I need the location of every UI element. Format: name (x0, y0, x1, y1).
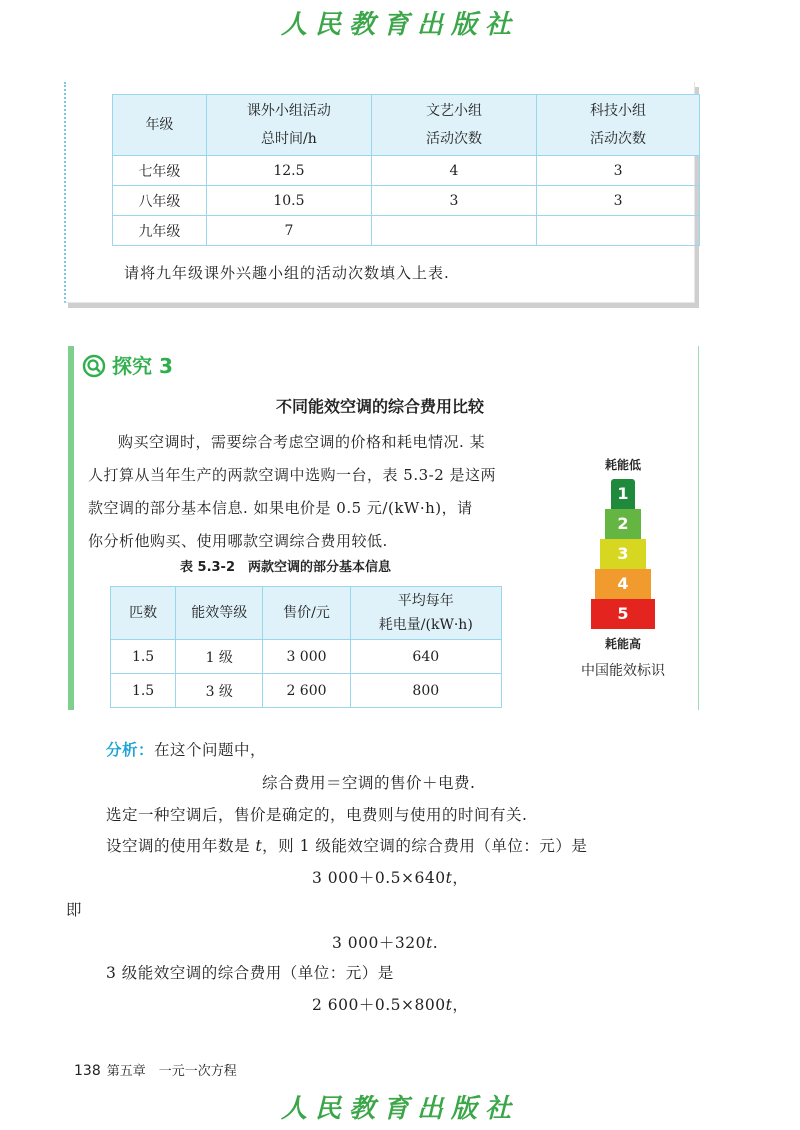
table-header-row (111, 587, 502, 640)
paragraph-line: 购买空调时，需要综合考虑空调的价格和耗电情况. 某 (118, 433, 486, 451)
header-grade: 年级 (113, 95, 207, 156)
table-row (113, 156, 700, 186)
header-tech-group: 科技小组 活动次数 (537, 95, 700, 156)
page-footer (74, 1060, 237, 1079)
analysis-line-3: 选定一种空调后，售价是确定的，电费则与使用的时间有关. (106, 806, 528, 824)
paragraph-line: 款空调的部分基本信息. 如果电价是 0.5 元/(kW·h)，请 (88, 499, 473, 517)
energy-label-caption: 中国能效标识 (581, 663, 665, 679)
table-cell: 3 (537, 186, 700, 216)
paragraph-line: 人打算从当年生产的两款空调中选购一台，表 5.3-2 是这两 (88, 466, 497, 484)
table-cell: 八年级 (113, 186, 207, 216)
analysis-formula-1: 综合费用＝空调的售价＋电费. (262, 774, 476, 792)
page-number: 138 (74, 1063, 101, 1079)
activity-table-box (64, 82, 695, 303)
energy-level-1: 1 (611, 479, 635, 509)
table-cell: 3 (537, 156, 700, 186)
table-cell: 2 600 (263, 674, 350, 708)
analysis-line-8: 3 级能效空调的综合费用（单位：元）是 (106, 964, 394, 982)
table-row (113, 216, 700, 246)
table-cell: 3 (371, 186, 536, 216)
energy-low-label: 耗能低 (604, 458, 641, 472)
header-power-use: 平均每年 耗电量/(kW·h) (350, 587, 501, 640)
table-cell: 4 (371, 156, 536, 186)
table-cell: 3 级 (176, 674, 263, 708)
header-art-group: 文艺小组 活动次数 (371, 95, 536, 156)
energy-level-2: 2 (605, 509, 641, 539)
table-row (111, 674, 502, 708)
energy-bars (588, 479, 658, 629)
explore-magnifier-icon (82, 354, 106, 383)
analysis-line-4: 设空调的使用年数是 t，则 1 级能效空调的综合费用（单位：元）是 (106, 837, 588, 855)
chapter-title: 第五章 一元一次方程 (106, 1064, 237, 1079)
table-caption: 表 5.3-2 两款空调的部分基本信息 (180, 560, 391, 575)
energy-level-4: 4 (595, 569, 651, 599)
paragraph-line: 你分析他购买、使用哪款空调综合费用较低. (88, 532, 388, 550)
explore-paragraph (88, 426, 558, 558)
table-cell: 3 000 (263, 640, 350, 674)
table-instruction: 请将九年级课外兴趣小组的活动次数填入上表. (124, 264, 450, 282)
energy-level-3: 3 (600, 539, 646, 569)
energy-label-figure (568, 456, 678, 680)
analysis-line-6: 即 (66, 901, 83, 919)
aircon-table (110, 586, 502, 708)
header-horsepower: 匹数 (111, 587, 176, 640)
table-cell: 七年级 (113, 156, 207, 186)
analysis-formula-2: 3 000＋0.5×640t， (312, 869, 469, 887)
table-cell: 1.5 (111, 640, 176, 674)
analysis-formula-4: 2 600＋0.5×800t， (312, 996, 469, 1014)
analysis-label: 分析： (106, 741, 155, 759)
publisher-logo-top: 人民教育出版社 (280, 10, 519, 40)
energy-level-5: 5 (591, 599, 655, 629)
table-row (111, 640, 502, 674)
explore-title: 不同能效空调的综合费用比较 (275, 397, 484, 416)
table-header-row (113, 95, 700, 156)
table-cell: 800 (350, 674, 501, 708)
table-cell: 九年级 (113, 216, 207, 246)
table-cell: 1.5 (111, 674, 176, 708)
analysis-line-1: 分析：在这个问题中， (106, 741, 267, 759)
table-cell: 1 级 (176, 640, 263, 674)
table-cell: 640 (350, 640, 501, 674)
publisher-logo-bottom: 人民教育出版社 (280, 1094, 519, 1124)
header-price: 售价/元 (263, 587, 350, 640)
header-total-time: 课外小组活动 总时间/h (206, 95, 371, 156)
table-row (113, 186, 700, 216)
energy-high-label: 耗能高 (604, 637, 641, 651)
explore-heading: 探究 3 (82, 350, 173, 383)
table-cell: 10.5 (206, 186, 371, 216)
table-cell-empty[interactable] (371, 216, 536, 246)
activity-table (112, 94, 700, 246)
table-cell: 7 (206, 216, 371, 246)
header-efficiency: 能效等级 (176, 587, 263, 640)
table-cell: 12.5 (206, 156, 371, 186)
table-cell-empty[interactable] (537, 216, 700, 246)
analysis-formula-3: 3 000＋320t. (332, 934, 439, 952)
